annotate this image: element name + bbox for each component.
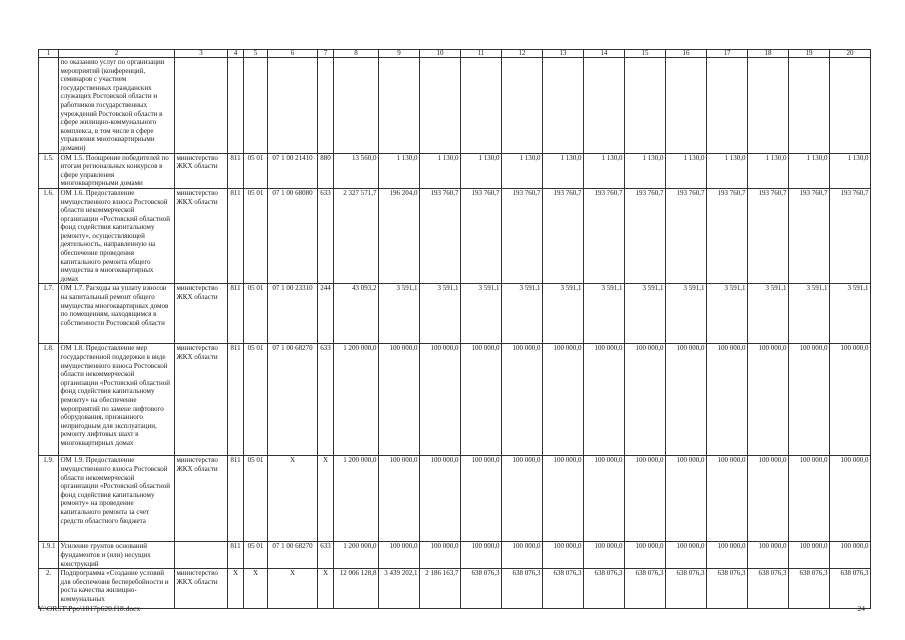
year-amount <box>830 58 871 154</box>
total-amount: 12 006 128,8 <box>334 569 379 609</box>
column-header: 16 <box>666 50 707 58</box>
year-amount: 193 760,7 <box>666 188 707 284</box>
vr-code: 633 <box>318 344 334 456</box>
activity-name: по оказанию услуг по организации мероприятий (конференций, семинаров с участием государственных гражданских служащих Ростовской области и работников государственных учреждений Ростовской области в сфере жилищно-коммунального комплекса, в том числе в сфере управления многоквартирными домами) <box>59 58 175 154</box>
year-amount: 100 000,0 <box>625 344 666 456</box>
column-header: 5 <box>244 50 268 58</box>
year-amount: 638 076,3 <box>461 569 502 609</box>
year-amount: 2 186 163,7 <box>420 569 461 609</box>
year-amount: 193 760,7 <box>625 188 666 284</box>
year-amount <box>502 58 543 154</box>
year-amount: 193 760,7 <box>543 188 584 284</box>
table-row <box>39 456 871 542</box>
csr-code <box>268 58 318 154</box>
year-amount: 1 130,0 <box>789 153 830 188</box>
year-amount <box>420 58 461 154</box>
total-amount: 1 200 000,0 <box>334 542 379 569</box>
rzpr-code <box>244 58 268 154</box>
year-amount: 100 000,0 <box>502 542 543 569</box>
row-number: 1.9.1 <box>39 542 59 569</box>
table-row <box>39 58 871 154</box>
row-number: 1.8. <box>39 344 59 456</box>
column-header: 6 <box>268 50 318 58</box>
vr-code <box>318 58 334 154</box>
grbs-code: 811 <box>228 153 244 188</box>
grbs-code: 811 <box>228 456 244 542</box>
year-amount: 100 000,0 <box>666 542 707 569</box>
year-amount: 3 591,1 <box>420 284 461 344</box>
year-amount: 3 591,1 <box>748 284 789 344</box>
executor: министерство ЖКХ области <box>175 153 228 188</box>
column-header: 8 <box>334 50 379 58</box>
total-amount: 13 560,0 <box>334 153 379 188</box>
column-header: 9 <box>379 50 420 58</box>
column-header: 10 <box>420 50 461 58</box>
total-amount: 1 200 000,0 <box>334 344 379 456</box>
year-amount <box>789 58 830 154</box>
year-amount: 193 760,7 <box>584 188 625 284</box>
year-amount: 100 000,0 <box>625 456 666 542</box>
row-number <box>39 58 59 154</box>
rzpr-code: 05 01 <box>244 456 268 542</box>
year-amount: 638 076,3 <box>789 569 830 609</box>
year-amount <box>379 58 420 154</box>
year-amount: 100 000,0 <box>748 542 789 569</box>
year-amount: 638 076,3 <box>502 569 543 609</box>
csr-code: Х <box>268 456 318 542</box>
year-amount: 100 000,0 <box>830 542 871 569</box>
year-amount: 100 000,0 <box>379 456 420 542</box>
year-amount: 100 000,0 <box>543 456 584 542</box>
year-amount: 3 591,1 <box>666 284 707 344</box>
activity-name: ОМ 1.8. Предоставление мер государственной поддержки в виде имущественного взноса Ростовской области некоммерческой организации «Ростовский областной фонд содействия капитальному ремонту» на обеспечение мероприятий по замене лифтового оборудования, признанного непригодным для эксплуатации, ремонту лифтовых шахт в многоквартирных домах <box>59 344 175 456</box>
vr-code: 880 <box>318 153 334 188</box>
year-amount: 1 130,0 <box>420 153 461 188</box>
year-amount: 3 591,1 <box>543 284 584 344</box>
year-amount: 100 000,0 <box>584 344 625 456</box>
vr-code: 633 <box>318 542 334 569</box>
year-amount <box>584 58 625 154</box>
year-amount: 3 591,1 <box>830 284 871 344</box>
year-amount: 1 130,0 <box>666 153 707 188</box>
year-amount: 100 000,0 <box>461 542 502 569</box>
row-number: 2. <box>39 569 59 609</box>
year-amount <box>666 58 707 154</box>
row-number: 1.5. <box>39 153 59 188</box>
year-amount <box>625 58 666 154</box>
column-header: 7 <box>318 50 334 58</box>
table-row <box>39 153 871 188</box>
activity-name: ОМ 1.6. Предоставление имущественного взноса Ростовской области некоммерческой организации «Ростовский областной фонд содействия капитальному ремонту», осуществляющей деятельность, направленную на обеспечение проведения капитального ремонта общего имущества в многоквартирных домах <box>59 188 175 284</box>
column-header: 13 <box>543 50 584 58</box>
grbs-code <box>228 58 244 154</box>
activity-name: ОМ 1.7. Расходы на уплату взносов на капитальный ремонт общего имущества многоквартирных домов по помещениям, находящимся в собственности Ростовской области <box>59 284 175 344</box>
year-amount: 3 591,1 <box>461 284 502 344</box>
year-amount: 100 000,0 <box>789 344 830 456</box>
year-amount: 100 000,0 <box>584 542 625 569</box>
table-row <box>39 569 871 609</box>
executor <box>175 542 228 569</box>
year-amount: 196 204,0 <box>379 188 420 284</box>
year-amount: 638 076,3 <box>666 569 707 609</box>
header-row <box>39 50 871 58</box>
year-amount: 100 000,0 <box>543 542 584 569</box>
total-amount <box>334 58 379 154</box>
csr-code: 07 1 00 68080 <box>268 188 318 284</box>
year-amount: 638 076,3 <box>543 569 584 609</box>
year-amount: 100 000,0 <box>502 344 543 456</box>
column-header: 19 <box>789 50 830 58</box>
year-amount: 100 000,0 <box>707 344 748 456</box>
year-amount: 100 000,0 <box>830 344 871 456</box>
year-amount: 193 760,7 <box>789 188 830 284</box>
column-header: 4 <box>228 50 244 58</box>
column-header: 12 <box>502 50 543 58</box>
csr-code: 07 1 00 21410 <box>268 153 318 188</box>
year-amount: 3 591,1 <box>625 284 666 344</box>
year-amount: 638 076,3 <box>748 569 789 609</box>
year-amount: 638 076,3 <box>707 569 748 609</box>
year-amount: 638 076,3 <box>584 569 625 609</box>
year-amount: 100 000,0 <box>748 344 789 456</box>
grbs-code: 811 <box>228 188 244 284</box>
column-header: 20 <box>830 50 871 58</box>
year-amount: 1 130,0 <box>543 153 584 188</box>
row-number: 1.9. <box>39 456 59 542</box>
executor: министерство ЖКХ области <box>175 188 228 284</box>
year-amount: 193 760,7 <box>461 188 502 284</box>
budget-table <box>38 49 871 609</box>
vr-code: 633 <box>318 188 334 284</box>
year-amount <box>707 58 748 154</box>
year-amount: 100 000,0 <box>420 456 461 542</box>
vr-code: 244 <box>318 284 334 344</box>
grbs-code: 811 <box>228 284 244 344</box>
activity-name: Подпрограмма «Создание условий для обеспечения бесперебойности и роста качества жилищно-коммунальных <box>59 569 175 609</box>
year-amount: 100 000,0 <box>830 456 871 542</box>
executor: министерство ЖКХ области <box>175 569 228 609</box>
year-amount: 1 130,0 <box>830 153 871 188</box>
year-amount: 100 000,0 <box>420 344 461 456</box>
executor: министерство ЖКХ области <box>175 344 228 456</box>
year-amount <box>748 58 789 154</box>
table-row <box>39 542 871 569</box>
year-amount: 100 000,0 <box>379 344 420 456</box>
year-amount <box>543 58 584 154</box>
year-amount: 100 000,0 <box>461 456 502 542</box>
rzpr-code: 05 01 <box>244 153 268 188</box>
year-amount: 100 000,0 <box>461 344 502 456</box>
year-amount: 3 439 202,1 <box>379 569 420 609</box>
column-header: 14 <box>584 50 625 58</box>
column-header: 11 <box>461 50 502 58</box>
year-amount: 100 000,0 <box>625 542 666 569</box>
rzpr-code: 05 01 <box>244 188 268 284</box>
executor: министерство ЖКХ области <box>175 456 228 542</box>
year-amount: 193 760,7 <box>502 188 543 284</box>
total-amount: 43 093,2 <box>334 284 379 344</box>
column-header: 1 <box>39 50 59 58</box>
year-amount: 100 000,0 <box>379 542 420 569</box>
table-row <box>39 188 871 284</box>
year-amount: 1 130,0 <box>625 153 666 188</box>
grbs-code: 811 <box>228 542 244 569</box>
year-amount: 1 130,0 <box>461 153 502 188</box>
year-amount: 100 000,0 <box>420 542 461 569</box>
year-amount: 3 591,1 <box>379 284 420 344</box>
rzpr-code: 05 01 <box>244 344 268 456</box>
year-amount: 638 076,3 <box>830 569 871 609</box>
year-amount: 100 000,0 <box>543 344 584 456</box>
file-path: Y:\ORST\Ppo\1017p620.f18.docx <box>38 604 141 613</box>
vr-code: Х <box>318 456 334 542</box>
year-amount: 100 000,0 <box>789 456 830 542</box>
year-amount: 3 591,1 <box>707 284 748 344</box>
column-header: 15 <box>625 50 666 58</box>
year-amount: 638 076,3 <box>625 569 666 609</box>
row-number: 1.6. <box>39 188 59 284</box>
year-amount: 1 130,0 <box>584 153 625 188</box>
year-amount: 100 000,0 <box>666 456 707 542</box>
year-amount: 193 760,7 <box>748 188 789 284</box>
column-header: 18 <box>748 50 789 58</box>
year-amount: 100 000,0 <box>666 344 707 456</box>
year-amount: 100 000,0 <box>707 456 748 542</box>
year-amount <box>461 58 502 154</box>
grbs-code: Х <box>228 569 244 609</box>
rzpr-code: 05 01 <box>244 284 268 344</box>
activity-name: Усиление грунтов оснований фундаментов и (или) несущих конструкций <box>59 542 175 569</box>
activity-name: ОМ 1.9. Предоставление имущественного взноса Ростовской области некоммерческой организации «Ростовский областной фонд содействия капитальному ремонту» на проведение капитального ремонта за счет средств областного бюджета <box>59 456 175 542</box>
year-amount: 193 760,7 <box>707 188 748 284</box>
year-amount: 3 591,1 <box>789 284 830 344</box>
rzpr-code: 05 01 <box>244 542 268 569</box>
column-header: 17 <box>707 50 748 58</box>
csr-code: 07 1 00 23310 <box>268 284 318 344</box>
total-amount: 1 200 000,0 <box>334 456 379 542</box>
table-row <box>39 344 871 456</box>
year-amount: 193 760,7 <box>830 188 871 284</box>
total-amount: 2 327 571,7 <box>334 188 379 284</box>
year-amount: 100 000,0 <box>789 542 830 569</box>
executor: министерство ЖКХ области <box>175 284 228 344</box>
year-amount: 3 591,1 <box>584 284 625 344</box>
column-header: 3 <box>175 50 228 58</box>
year-amount: 100 000,0 <box>707 542 748 569</box>
csr-code: 07 1 00 68270 <box>268 344 318 456</box>
row-number: 1.7. <box>39 284 59 344</box>
column-header: 2 <box>59 50 175 58</box>
year-amount: 1 130,0 <box>379 153 420 188</box>
executor <box>175 58 228 154</box>
table-row <box>39 284 871 344</box>
year-amount: 100 000,0 <box>502 456 543 542</box>
csr-code: 07 1 00 68270 <box>268 542 318 569</box>
year-amount: 1 130,0 <box>748 153 789 188</box>
rzpr-code: Х <box>244 569 268 609</box>
year-amount: 100 000,0 <box>748 456 789 542</box>
year-amount: 100 000,0 <box>584 456 625 542</box>
grbs-code: 811 <box>228 344 244 456</box>
page-number: 24 <box>857 604 865 613</box>
activity-name: ОМ 1.5. Поощрение победителей по итогам региональных конкурсов в сфере управления многоквартирными домами <box>59 153 175 188</box>
year-amount: 1 130,0 <box>502 153 543 188</box>
year-amount: 3 591,1 <box>502 284 543 344</box>
vr-code: Х <box>318 569 334 609</box>
year-amount: 1 130,0 <box>707 153 748 188</box>
csr-code: Х <box>268 569 318 609</box>
year-amount: 193 760,7 <box>420 188 461 284</box>
